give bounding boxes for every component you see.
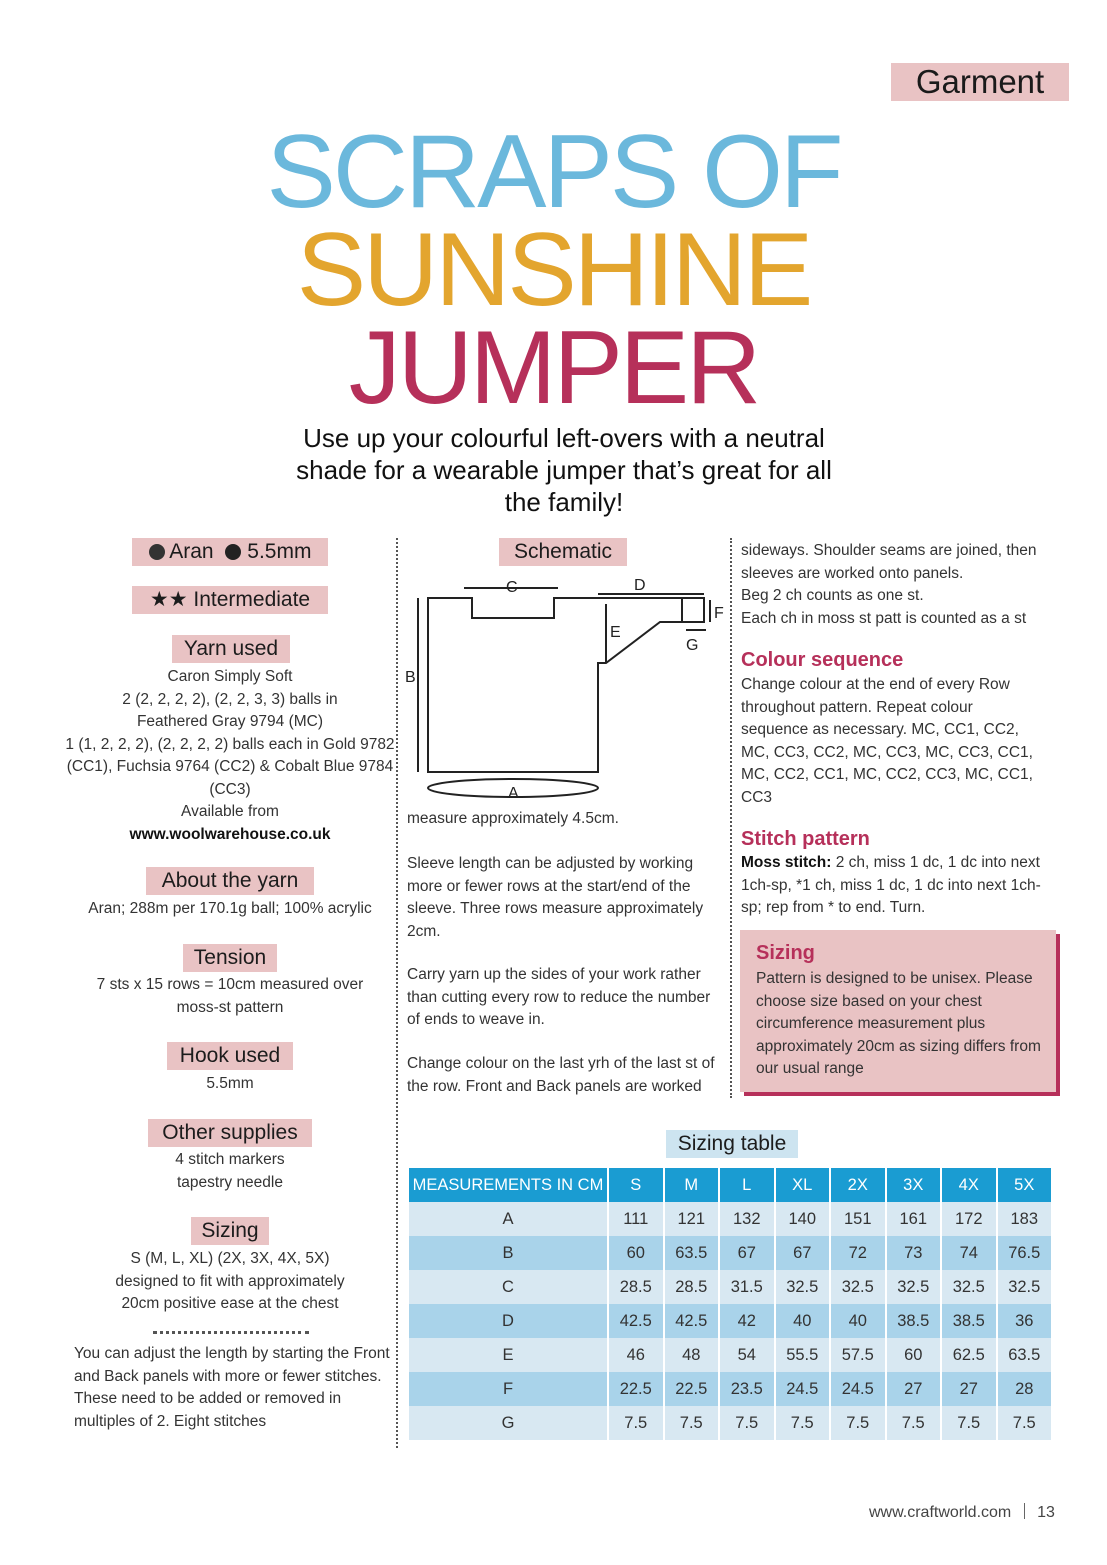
row-label: A (409, 1202, 607, 1236)
intro-line: Beg 2 ch counts as one st. (741, 587, 924, 604)
table-cell: 63.5 (998, 1338, 1052, 1372)
table-row (409, 1372, 1051, 1406)
about-yarn-text: Aran; 288m per 170.1g ball; 100% acrylic (88, 900, 372, 917)
row-label: F (409, 1372, 607, 1406)
table-cell: 24.5 (831, 1372, 885, 1406)
standfirst: Use up your colourful left-overs with a neutral shade for a wearable jumper that’s great for all the family! (296, 423, 832, 517)
intro-line: sleeves are worked onto panels. (741, 564, 964, 582)
middle-para-4: Change colour on the last yrh of the last st of the row. Front and Back panels are worked (407, 1055, 715, 1095)
label-g: G (686, 637, 699, 654)
table-cell: 183 (998, 1202, 1052, 1236)
column-header: 4X (942, 1168, 996, 1202)
table-cell: 60 (887, 1338, 941, 1372)
table-cell: 42 (720, 1304, 774, 1338)
yarn-used-text (64, 666, 396, 846)
hook-icon (225, 544, 241, 560)
yarn-weight-badge (132, 538, 328, 566)
row-label: B (409, 1236, 607, 1270)
table-cell: 7.5 (942, 1406, 996, 1440)
yarn-line: Caron Simply Soft (167, 668, 293, 685)
colour-seq: MC, CC1, CC2, MC, CC3, CC2, MC, CC3, MC, CC3, CC1, MC, CC2, CC1, MC, CC2, CC3, MC, CC1, CC3 (741, 721, 1033, 806)
hook-size: 5.5mm (247, 540, 312, 563)
column-header: MEASUREMENTS IN CM (409, 1168, 607, 1202)
row-label: E (409, 1338, 607, 1372)
table-cell: 22.5 (665, 1372, 719, 1406)
yarn-line: 2 (2, 2, 2, 2), (2, 2, 3, 3) balls in (122, 690, 338, 708)
about-yarn-heading: About the yarn (146, 867, 314, 895)
table-cell: 28 (998, 1372, 1052, 1406)
schematic-diagram (400, 570, 728, 802)
column-header: M (665, 1168, 719, 1202)
table-cell: 22.5 (609, 1372, 663, 1406)
column-header: 5X (998, 1168, 1052, 1202)
hook-used-text: 5.5mm (206, 1075, 254, 1092)
table-cell: 7.5 (776, 1406, 830, 1440)
table-cell: 151 (831, 1202, 885, 1236)
yarn-used-heading: Yarn used (172, 635, 290, 663)
table-cell: 42.5 (665, 1304, 719, 1338)
table-cell: 48 (665, 1338, 719, 1372)
moss-stitch-label: Moss stitch: (741, 854, 832, 871)
table-cell: 31.5 (720, 1270, 774, 1304)
table-cell: 28.5 (665, 1270, 719, 1304)
table-cell: 7.5 (998, 1406, 1052, 1440)
table-cell: 24.5 (776, 1372, 830, 1406)
middle-para-1: measure approximately 4.5cm. (407, 810, 619, 827)
middle-para-3: Carry yarn up the sides of your work rather than cutting every row to reduce the number of ends to weave in. (407, 966, 711, 1028)
table-cell: 46 (609, 1338, 663, 1372)
sizing-heading: Sizing (191, 1217, 269, 1245)
yarn-line: Available from (181, 803, 279, 820)
table-row (409, 1236, 1051, 1270)
sizing-line: 20cm positive ease at the chest (121, 1295, 339, 1312)
supply-line: 4 stitch markers (175, 1151, 285, 1168)
column-header: 2X (831, 1168, 885, 1202)
table-cell: 74 (942, 1236, 996, 1270)
table-cell: 32.5 (776, 1270, 830, 1304)
table-cell: 42.5 (609, 1304, 663, 1338)
yarn-line: Feathered Gray 9794 (MC) (136, 713, 324, 730)
label-b: B (405, 669, 416, 686)
table-cell: 76.5 (998, 1236, 1052, 1270)
table-cell: 38.5 (887, 1304, 941, 1338)
yarn-line: (CC3) (209, 780, 251, 798)
table-cell: 32.5 (887, 1270, 941, 1304)
table-cell: 7.5 (665, 1406, 719, 1440)
tension-line: moss-st pattern (176, 998, 284, 1016)
footer (869, 1503, 1055, 1522)
sizing-table (407, 1168, 1053, 1440)
sizing-text (64, 1248, 396, 1316)
intro-line: Each ch in moss st patt is counted as a st (741, 609, 1027, 627)
table-cell: 7.5 (720, 1406, 774, 1440)
table-cell: 62.5 (942, 1338, 996, 1372)
table-cell: 27 (942, 1372, 996, 1406)
table-cell: 32.5 (831, 1270, 885, 1304)
table-row (409, 1304, 1051, 1338)
table-cell: 40 (831, 1304, 885, 1338)
label-d: D (634, 577, 646, 594)
label-c: C (506, 579, 518, 596)
middle-para-2: Sleeve length can be adjusted by working more or fewer rows at the start/end of the sleeve. Three rows measure approximately 2cm. (407, 855, 704, 940)
table-row (409, 1338, 1051, 1372)
table-cell: 23.5 (720, 1372, 774, 1406)
length-adjust-text: You can adjust the length by starting the Front and Back panels with more or fewer stitches. These need to be added or removed in multiples of 2. Eight stitches (74, 1345, 390, 1430)
column-header: L (720, 1168, 774, 1202)
hook-used-heading: Hook used (167, 1042, 293, 1070)
title-line-3: JUMPER (348, 310, 759, 426)
label-a: A (508, 785, 519, 802)
tension-heading: Tension (183, 944, 277, 972)
table-cell: 7.5 (831, 1406, 885, 1440)
section-tag: Garment (891, 63, 1069, 101)
supply-line: tapestry needle (177, 1173, 283, 1191)
sizing-line: S (M, L, XL) (2X, 3X, 4X, 5X) (130, 1250, 330, 1267)
table-row (409, 1270, 1051, 1304)
colour-sequence-heading: Colour sequence (741, 649, 904, 671)
table-cell: 72 (831, 1236, 885, 1270)
table-cell: 54 (720, 1338, 774, 1372)
column-divider (396, 538, 398, 1448)
table-cell: 111 (609, 1202, 663, 1236)
footer-separator (1024, 1503, 1025, 1519)
other-supplies-heading: Other supplies (148, 1119, 312, 1147)
colour-text: Change colour at the end of every Row throughout pattern. Repeat colour sequence as necessary. (741, 676, 1010, 738)
table-cell: 27 (887, 1372, 941, 1406)
row-label: C (409, 1270, 607, 1304)
row-label: D (409, 1304, 607, 1338)
table-row (409, 1406, 1051, 1440)
stitch-pattern-text (741, 852, 1059, 920)
column-header: XL (776, 1168, 830, 1202)
table-cell: 40 (776, 1304, 830, 1338)
sizing-callout-text: Pattern is designed to be unisex. Please choose size based on your chest circumference measurement plus approximately 20cm as sizing differs from our usual range (756, 970, 1041, 1077)
footer-site[interactable]: www.craftworld.com (869, 1504, 1012, 1521)
table-cell: 67 (776, 1236, 830, 1270)
sizing-callout (740, 930, 1056, 1092)
table-cell: 132 (720, 1202, 774, 1236)
table-cell: 121 (665, 1202, 719, 1236)
tension-text (64, 974, 396, 1019)
column-divider (730, 538, 732, 1098)
table-cell: 172 (942, 1202, 996, 1236)
table-cell: 7.5 (609, 1406, 663, 1440)
yarn-line: 1 (1, 2, 2, 2), (2, 2, 2, 2) balls each in Gold 9782 (65, 735, 395, 753)
stitch-pattern-heading: Stitch pattern (741, 828, 870, 850)
yarn-weight: Aran (169, 540, 214, 563)
table-cell: 57.5 (831, 1338, 885, 1372)
sleeve-cuff (682, 598, 704, 622)
sizing-callout-heading: Sizing (756, 942, 815, 964)
label-f: F (714, 605, 724, 622)
page-number: 13 (1037, 1504, 1055, 1521)
table-cell: 38.5 (942, 1304, 996, 1338)
garment-outline (428, 598, 682, 772)
table-cell: 55.5 (776, 1338, 830, 1372)
table-cell: 140 (776, 1202, 830, 1236)
table-cell: 32.5 (942, 1270, 996, 1304)
table-cell: 60 (609, 1236, 663, 1270)
row-label: G (409, 1406, 607, 1440)
other-supplies-text (64, 1149, 396, 1194)
intro-line: sideways. Shoulder seams are joined, then (741, 542, 1037, 559)
level-badge: ★★ Intermediate (132, 586, 328, 614)
table-cell: 161 (887, 1202, 941, 1236)
divider (153, 1331, 309, 1334)
column-header: S (609, 1168, 663, 1202)
label-e: E (610, 624, 621, 641)
title-line-2: SUNSHINE (296, 212, 811, 328)
column-header: 3X (887, 1168, 941, 1202)
table-cell: 7.5 (887, 1406, 941, 1440)
sizing-line: designed to fit with approximately (115, 1272, 345, 1290)
table-row (409, 1202, 1051, 1236)
tension-line: 7 sts x 15 rows = 10cm measured over (96, 976, 364, 993)
moss-stitch-text: 2 ch, miss 1 dc, 1 dc into next 1ch-sp, *1 ch, miss 1 dc, 1 dc into next 1ch-sp; rep from * to end. Turn. (741, 854, 1041, 916)
table-cell: 28.5 (609, 1270, 663, 1304)
table-header-row (409, 1168, 1051, 1202)
table-cell: 67 (720, 1236, 774, 1270)
table-cell: 73 (887, 1236, 941, 1270)
table-cell: 63.5 (665, 1236, 719, 1270)
table-cell: 32.5 (998, 1270, 1052, 1304)
right-intro (741, 540, 1061, 630)
table-cell: 36 (998, 1304, 1052, 1338)
title-line-1: SCRAPS OF (266, 114, 841, 230)
yarn-ball-icon (149, 544, 165, 560)
sizing-table-heading: Sizing table (666, 1130, 798, 1158)
schematic-heading: Schematic (499, 538, 627, 566)
yarn-line: (CC1), Fuchsia 9764 (CC2) & Cobalt Blue 9784 (66, 758, 394, 775)
colour-sequence-text (741, 674, 1037, 809)
yarn-supplier-link[interactable]: www.woolwarehouse.co.uk (129, 825, 331, 843)
